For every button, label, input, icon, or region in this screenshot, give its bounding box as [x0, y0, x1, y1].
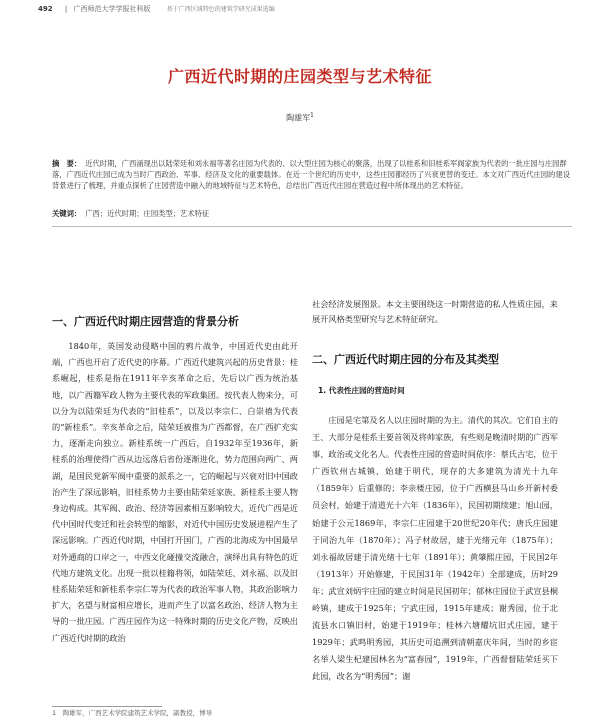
intro-paragraph: 社会经济发展图景。本文主要围绕这一时期营造的私人性质庄园，来展开风格类型研究与艺术特征研究。	[312, 299, 558, 324]
keywords-text: 广西；近代时期；庄园类型；艺术特征	[85, 209, 210, 218]
header-separator: |	[64, 5, 68, 13]
footnote-rule	[52, 706, 162, 707]
section-1-paragraph: 1840年，英国发动侵略中国的鸦片战争，中国近代史由此开端，广西也开启了近代史的序幕。广西近代建筑兴起的历史背景：桂系崛起，桂系是指在1911年辛亥革命之后，先后以广西为统治基地，以广西籍军政人物为主要代表的军政集团。按代表人物来分，可以分为以陆荣廷为代表的“旧桂系”，以及以李宗仁、白崇禧为代表的“新桂系”。辛亥革命之后，陆荣廷被推为广西都督，在广西扩充实力，逐渐走向独立。新桂系统一广西后，自1932年至1936年，新桂系的治理使得广西从边远落后省份逐渐进化，势力范围向两广、两湖，是国民党新军阀中重要的派系之一，它的崛起与兴衰对旧中国政治产生了深远影响，旧桂系势力主要由陆荣廷家族、新桂系主要人物身边构成。其军阀、政治、经济等因素相互影响较大，近代广西是近代中国时代变迁和社会转型的缩影，对近代中国历史发展进程产生了深远影响。广西近代时期，中国打开国门，广西的北海成为中国最早对外通商的口岸之一，中西文化碰撞交流融合，演绎出具有特色的近代地方建筑文化。出现一批以桂籍将领，如陆荣廷、刘永福、以及旧桂系陆荣廷和新桂系李宗仁等为代表的政治军事人物，其政治影响力扩大，名望与财富相应增长，进而产生了以富名政治、经济人物为主导的一批庄园。广西庄园作为这一特殊时期的历史文化产物，反映出广西近代时期的政治	[52, 341, 298, 643]
journal-name: 广西师范大学学报社科版	[73, 5, 151, 13]
section-2-heading: 二、广西近代时期庄园的分布及其类型	[312, 353, 499, 366]
abstract-text: 近代时期，广西涌现出以陆荣廷和刘永福等著名庄园为代表的、以大型庄园为核心的聚落，出现了以桂系和旧桂系军阀家族为代表的一批庄园与庄园群落，广西近代庄园已成为当时广西政治、军事、经济及文化的重要载体。在近一个世纪的历史中，这些庄园都经历了兴衰更替的变迁。本文对广西近代庄园的建设背景进行了梳理，并重点探析了庄园营造中融入的地域特征与艺术特色，总结出广西近代庄园在营造过程中所体现出的艺术特征。	[52, 159, 571, 190]
section-1-heading: 一、广西近代时期庄园营造的背景分析	[52, 315, 239, 328]
page-number: 492	[38, 5, 53, 13]
article-title: 广西近代时期的庄园类型与艺术特征	[167, 67, 432, 86]
keywords	[52, 209, 572, 219]
abstract	[52, 158, 572, 191]
footnote-text: 陶雄军，广西艺术学院建筑艺术学院，副教授，博导	[62, 709, 213, 717]
intro-continuation	[312, 297, 558, 327]
keywords-label: 关键词：	[52, 209, 82, 218]
footnote-mark: 1	[52, 709, 57, 717]
author-note-mark: 1	[310, 112, 314, 119]
footnote	[52, 708, 212, 717]
abstract-divider	[52, 226, 572, 227]
header-subtitle: 基于广西区域特色的建筑学研究成果选编	[166, 6, 275, 13]
section-2-body	[312, 412, 558, 686]
section-1-body	[52, 338, 298, 646]
author-line	[0, 112, 600, 124]
section-2-paragraph: 庄园是宅第及名人以庄园时期的为主。清代的其次。它们自主的王、大部分是桂系主要首领及将帅家族，有些则是晚清时期的广西军事、政治或文化名人。代表性庄园的营造时间依序：蔡氏古宅，位于广西钦州古城镇，始建于明代，现存的大多建筑为清光十九年（1859年）后重修的；李亲楼庄园，位于广西横县马山乡开新村委员会村，始建于清道光十六年（1836年），民国初期续建；旭山园，始建于公元1869年，李宗仁庄园建于20世纪20年代；唐氏庄园建于同治九年（1870年）；冯子材故居，建于光绪元年（1875年）；刘永福故居建于清光绪十七年（1891年）；黄肇熙庄园，于民国2年（1913年）开始修建，于民国31年（1942年）全部建成，历时29年；武宣刘炳宇庄园的建立时间是民国初年；郁林庄园位于武宣县桐岭镇，建成于1925年；宁武庄园，1915年建成；谢秀园，位于北流县水口镇旧村，始建于1919年；桂林六塘耀坑旧式庄园，建于1929年；武鸣明秀园，其历史可追溯到清朝嘉庆年间，当时的乡宦名举人梁生杞建园林名为“富春园”，1919年，广西督督陆荣廷买下此园，改名为“明秀园”；谢	[312, 415, 558, 682]
abstract-label: 摘 要：	[52, 159, 82, 168]
author-name: 陶雄军	[286, 113, 311, 123]
running-header	[38, 4, 580, 18]
section-2-subheading: 1. 代表性庄园的营造时间	[318, 386, 405, 395]
